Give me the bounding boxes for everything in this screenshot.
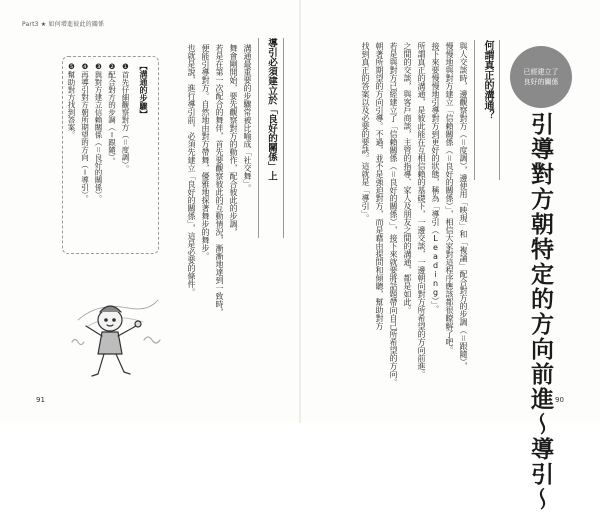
- subheading: 導引必須建立於「良好的關係」上: [258, 38, 284, 238]
- badge-line-1: 已經建立了: [523, 68, 559, 76]
- step-item: ❸與對方建立信賴關係（＝良好的關係）。: [94, 62, 103, 203]
- step-item: ❹再導引對方朝所期望的方向（＝導引）。: [80, 62, 90, 203]
- paragraph: 朝著所期望的方向引導。不過，並不是強迫對方，而是藉由提問和傾聽，幫助對方: [375, 42, 384, 330]
- page-number-left: 91: [36, 396, 45, 404]
- running-header: Part3 ★ 如何增進彼此的關係: [22, 21, 105, 28]
- step-item: ❶首先仔細觀察對方（＝度調）。: [121, 62, 130, 173]
- paragraph: 找到真正的答案以及必要的要訣。這就是「導引」。: [361, 42, 370, 222]
- paragraph: 接下來要慢慢地引導對方到更好的狀態，稱為「導引（Leading）」。: [431, 42, 440, 313]
- paragraph: 若是在第一次配合的舞伴，首先要觀察彼此的互動情況，漸漸地達到一致時，: [215, 44, 224, 316]
- section-heading: 何謂真正的溝通？: [474, 40, 500, 180]
- chapter-badge: [510, 46, 572, 108]
- paragraph: 也就是說，進行導引前，必須先建立「良好的關係」，這是必要的條件。: [187, 44, 196, 296]
- steps-list: [66, 62, 132, 248]
- paragraph: 舞會剛開始，要先觀察對方的動作，配合彼此的步調，: [229, 44, 238, 236]
- dancing-mascot-illustration: [58, 282, 178, 382]
- paragraph: 若是與對方已經建立了「信賴關係（＝良好的關係）」，接下來就要將話題帶向自己所希望的方向。: [389, 42, 398, 386]
- right-body-text: [300, 42, 470, 386]
- page-number-right: 90: [555, 396, 564, 404]
- paragraph: 便能引導對方。自然地由對方帶舞，優雅地探著舞步的舞步。: [201, 44, 210, 260]
- paragraph: 所謂真正的溝通，是彼此能在互相信賴的基礎下，一邊交談，一邊朝向對方所希望的方向前進。: [417, 42, 426, 378]
- paragraph: 溝通最重要的步驟常被比喻成「社交舞」。: [243, 44, 252, 192]
- badge-line-2: 良好的關係: [523, 78, 559, 86]
- step-item: ❺幫助對方找到答案。: [67, 62, 76, 139]
- paragraph: 慢慢地與對方建立「信賴關係（＝良好的關係）」，相信大家對這程序應該都很瞭解了吧。: [445, 42, 454, 354]
- steps-title: 【溝通的步驟】: [139, 62, 148, 118]
- chapter-title: 引導對方朝特定的方向前進～導引～: [527, 112, 553, 512]
- paragraph: 與人交談時，邊觀察對方（＝度調），邊使用「映現」和「複誦」配合對方的步調（＝跟隨），: [459, 42, 468, 370]
- step-item: ❷配合對方的步調（＝跟隨）。: [107, 62, 117, 165]
- paragraph: 之間的交談，與客戶商談，主管的指導、家人及朋友之間的溝通，都是如此。: [403, 42, 412, 314]
